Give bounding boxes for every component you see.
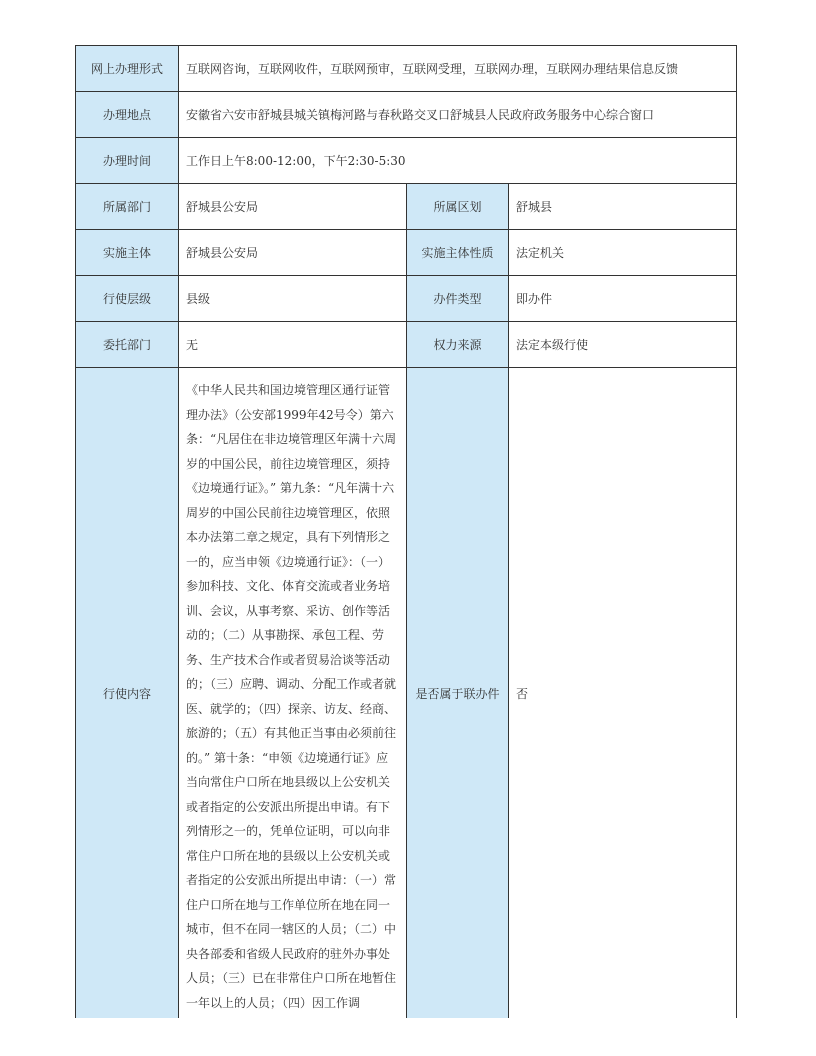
entrusted-value: 无: [179, 322, 407, 368]
content-text: 《中华人民共和国边境管理区通行证管理办法》（公安部1999年42号令）第六条：“凡居住在非边境管理区年满十六周岁的中国公民，前往边境管理区，须持《边境通行证》。” 第九条：“凡年满十六周岁的中国公民前往边境管理区，依照本办法第二章之规定，具有下列情形之一的，应当申领《边境通行证》：（一）参加科技、文化、体育交流或者业务培训、会议，从事考察、采访、创作等活动的；（二）从事勘探、承包工程、劳务、生产技术合作或者贸易洽谈等活动的；（三）应聘、调动、分配工作或者就医、就学的；（四）探亲、访友、经商、旅游的；（五）有其他正当事由必须前往的。” 第十条：“申领《边境通行证》应当向常住户口所在地县级以上公安机关或者指定的公安派出所提出申请。有下列情形之一的，凭单位证明，可以向非常住户口所在地的县级以上公安机关或者指定的公安派出所提出申请：（一）常住户口所在地与工作单位所在地在同一城市，但不在同一辖区的人员；（二）中央各部委和省级人民政府的驻外办事处人员；（三）已在非常住户口所在地暂住一年以上的人员；（四）因工作调: [186, 383, 397, 1010]
row-entrusted: [76, 322, 737, 368]
department-label: 所属部门: [76, 184, 179, 230]
implementer-value: 舒城县公安局: [179, 230, 407, 276]
row-department: [76, 184, 737, 230]
implementer-nature-value: 法定机关: [509, 230, 737, 276]
level-value: 县级: [179, 276, 407, 322]
entrusted-label: 委托部门: [76, 322, 179, 368]
location-label: 办理地点: [76, 92, 179, 138]
hours-label: 办理时间: [76, 138, 179, 184]
row-online-mode: [76, 46, 737, 92]
row-location: [76, 92, 737, 138]
hours-value: 工作日上午8:00-12:00，下午2:30-5:30: [179, 138, 737, 184]
location-value: 安徽省六安市舒城县城关镇梅河路与春秋路交叉口舒城县人民政府政务服务中心综合窗口: [179, 92, 737, 138]
content-label: 行使内容: [76, 368, 179, 1019]
region-label: 所属区划: [407, 184, 509, 230]
region-value: 舒城县: [509, 184, 737, 230]
row-hours: [76, 138, 737, 184]
authority-source-label: 权力来源: [407, 322, 509, 368]
level-label: 行使层级: [76, 276, 179, 322]
joint-case-label: 是否属于联办件: [407, 368, 509, 1019]
joint-case-value: 否: [509, 368, 737, 1019]
content-text-cell: [179, 368, 407, 1019]
implementer-nature-label: 实施主体性质: [407, 230, 509, 276]
case-type-value: 即办件: [509, 276, 737, 322]
online-mode-label: 网上办理形式: [76, 46, 179, 92]
authority-source-value: 法定本级行使: [509, 322, 737, 368]
row-level: [76, 276, 737, 322]
case-type-label: 办件类型: [407, 276, 509, 322]
implementer-label: 实施主体: [76, 230, 179, 276]
row-content: [76, 368, 737, 1019]
department-value: 舒城县公安局: [179, 184, 407, 230]
online-mode-value: 互联网咨询，互联网收件，互联网预审，互联网受理，互联网办理，互联网办理结果信息反馈: [179, 46, 737, 92]
row-implementer: [76, 230, 737, 276]
service-info-table: [75, 45, 737, 1018]
